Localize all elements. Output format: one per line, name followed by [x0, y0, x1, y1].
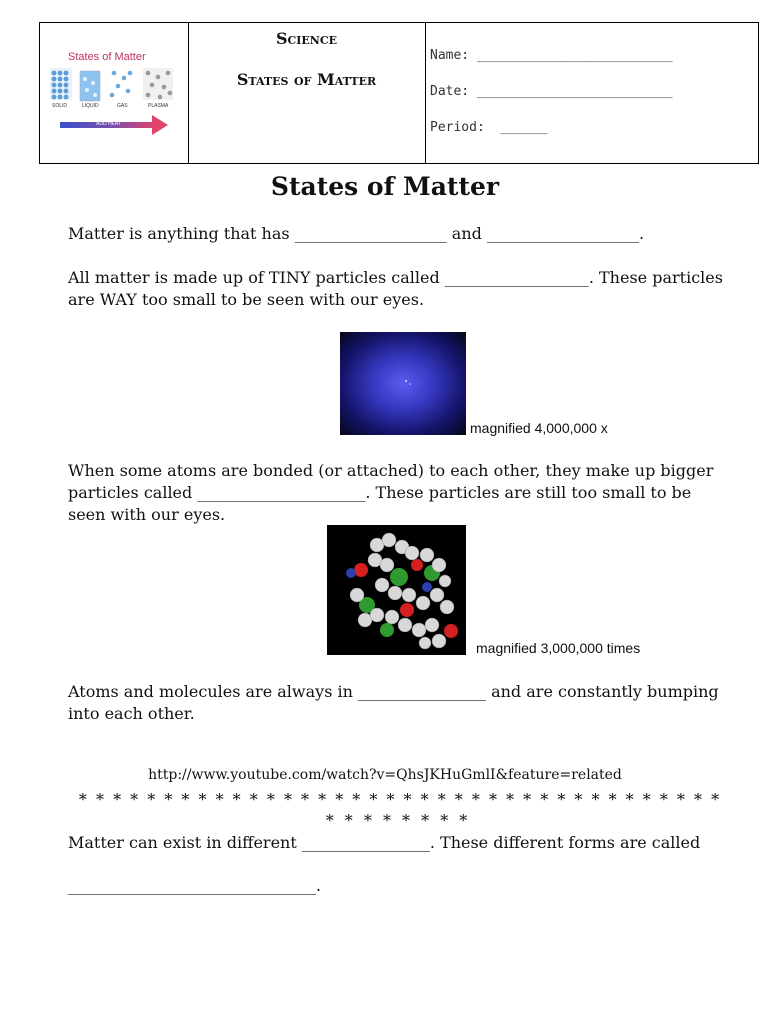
- paragraph-particles: All matter is made up of TINY particles called __________________. These particles are WAY too small to be seen with our eyes.: [68, 268, 723, 309]
- name-field[interactable]: Name: _________________________: [430, 48, 673, 63]
- separator-stars-line2: * * * * * * * *: [325, 811, 471, 830]
- states-of-matter-logo: [40, 23, 188, 163]
- page-title: States of Matter: [270, 172, 500, 201]
- logo-cell: [40, 23, 189, 163]
- subject-title: Science: [275, 29, 338, 48]
- atom-caption: magnified 4,000,000 x: [470, 420, 608, 436]
- date-field[interactable]: Date: _________________________: [430, 84, 673, 99]
- separator-stars-line1: * * * * * * * * * * * * * * * * * * * * * * * * * * * * * * * * * * * * * *: [78, 790, 722, 809]
- title-cell: [188, 23, 426, 163]
- logo-label-liquid: LIQUID: [82, 103, 99, 109]
- logo-label-plasma: PLASMA: [148, 103, 169, 109]
- logo-label-solid: SOLID: [52, 103, 68, 109]
- logo-title: States of Matter: [68, 51, 146, 63]
- atom-image: [340, 332, 466, 435]
- paragraph-molecules: When some atoms are bonded (or attached) to each other, they make up bigger particles called _____________________. These particles are still too small to be seen with our eyes.: [68, 461, 714, 524]
- video-link[interactable]: http://www.youtube.com/watch?v=QhsJKHuGmlI&feature=related: [148, 767, 622, 783]
- fields-cell: [426, 23, 758, 163]
- paragraph-states-blank: _______________________________.: [68, 876, 322, 895]
- header-table: [39, 22, 759, 164]
- molecule-image: [327, 525, 466, 655]
- period-field[interactable]: Period: ______: [430, 120, 548, 135]
- logo-label-gas: GAS: [117, 103, 128, 109]
- paragraph-motion: Atoms and molecules are always in ________________ and are constantly bumping into each other.: [68, 682, 719, 723]
- paragraph-matter-definition: Matter is anything that has ___________________ and ___________________.: [68, 224, 645, 243]
- unit-title: States of Matter: [236, 70, 377, 89]
- paragraph-states: Matter can exist in different ________________. These different forms are called: [68, 833, 701, 852]
- molecule-caption: magnified 3,000,000 times: [476, 640, 641, 656]
- logo-arrow-label: ADD HEAT: [96, 121, 121, 127]
